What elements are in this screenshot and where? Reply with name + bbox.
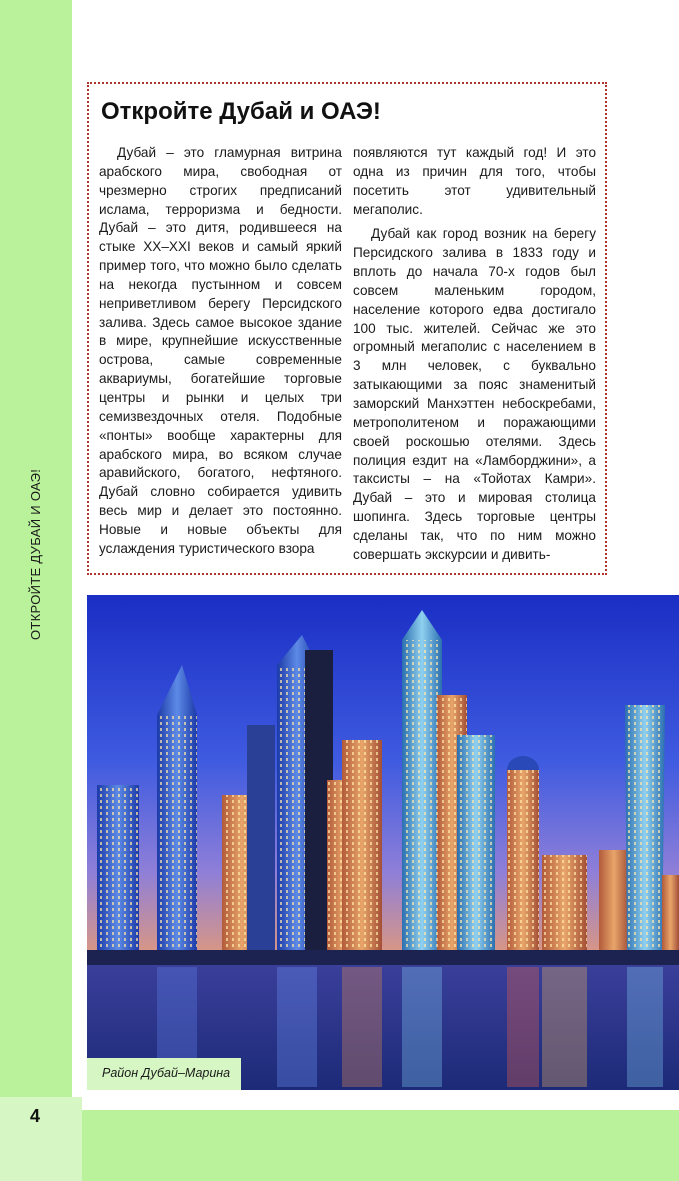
dubai-marina-photo (87, 595, 679, 1090)
paragraph-1: Дубай – это гламурная витрина арабского мира, свободная от чрезмерно строгих предписаний ислама, терроризма и бедности. Дубай – это дитя, родившееся на стыке XX–XXI веков и самый яркий пример того, что можно было сделать на некогда пустынном и совсем неприветливом берегу Персидского залива. Здесь самое высокое здание в мире, крупнейшие искусственные острова, самые современные аквариумы, богатейшие торговые центры и рынки и целых три семизвездочных отеля. Подобные «понты» вообще характерны для арабского мира, во всяком случае аравийского, богатого, нефтяного. Дубай словно собирается удивить весь мир и делает это постоянно. Новые и новые объекты для услаждения туристического взора (99, 145, 342, 556)
text-column-right (353, 144, 596, 565)
article-title: Откройте Дубай и ОАЭ! (101, 98, 381, 125)
text-column-left (99, 144, 342, 559)
paragraph-continuation: появляются тут каждый год! И это одна из причин для того, чтобы посетить этот удивительный мегаполис. (353, 145, 596, 217)
intro-text-box (87, 82, 607, 575)
page-number-box (0, 1097, 82, 1181)
page-number: 4 (30, 1106, 41, 1126)
skyline-illustration (87, 595, 679, 1090)
bottom-band (82, 1110, 679, 1181)
photo-caption: Район Дубай–Марина (102, 1066, 231, 1080)
paragraph-2: Дубай как город возник на берегу Персидского залива в 1833 году и вплоть до начала 70-х годов был совсем маленьким городом, население которого едва достигало 100 тыс. жителей. Сейчас же это огромный мегаполис с населением в 3 млн человек, с буквально затыкающими за пояс знаменитый заморский Манхэттен небоскребами, метрополитеном и поражающими своей роскошью отелями. Здесь полиция ездит на «Ламборджини», а таксисты – на «Тойотах Камри». Дубай – это и мировая столица шопинга. Здесь торговые центры сделаны так, что по ним можно совершать экскурсии и дивить- (353, 226, 596, 562)
